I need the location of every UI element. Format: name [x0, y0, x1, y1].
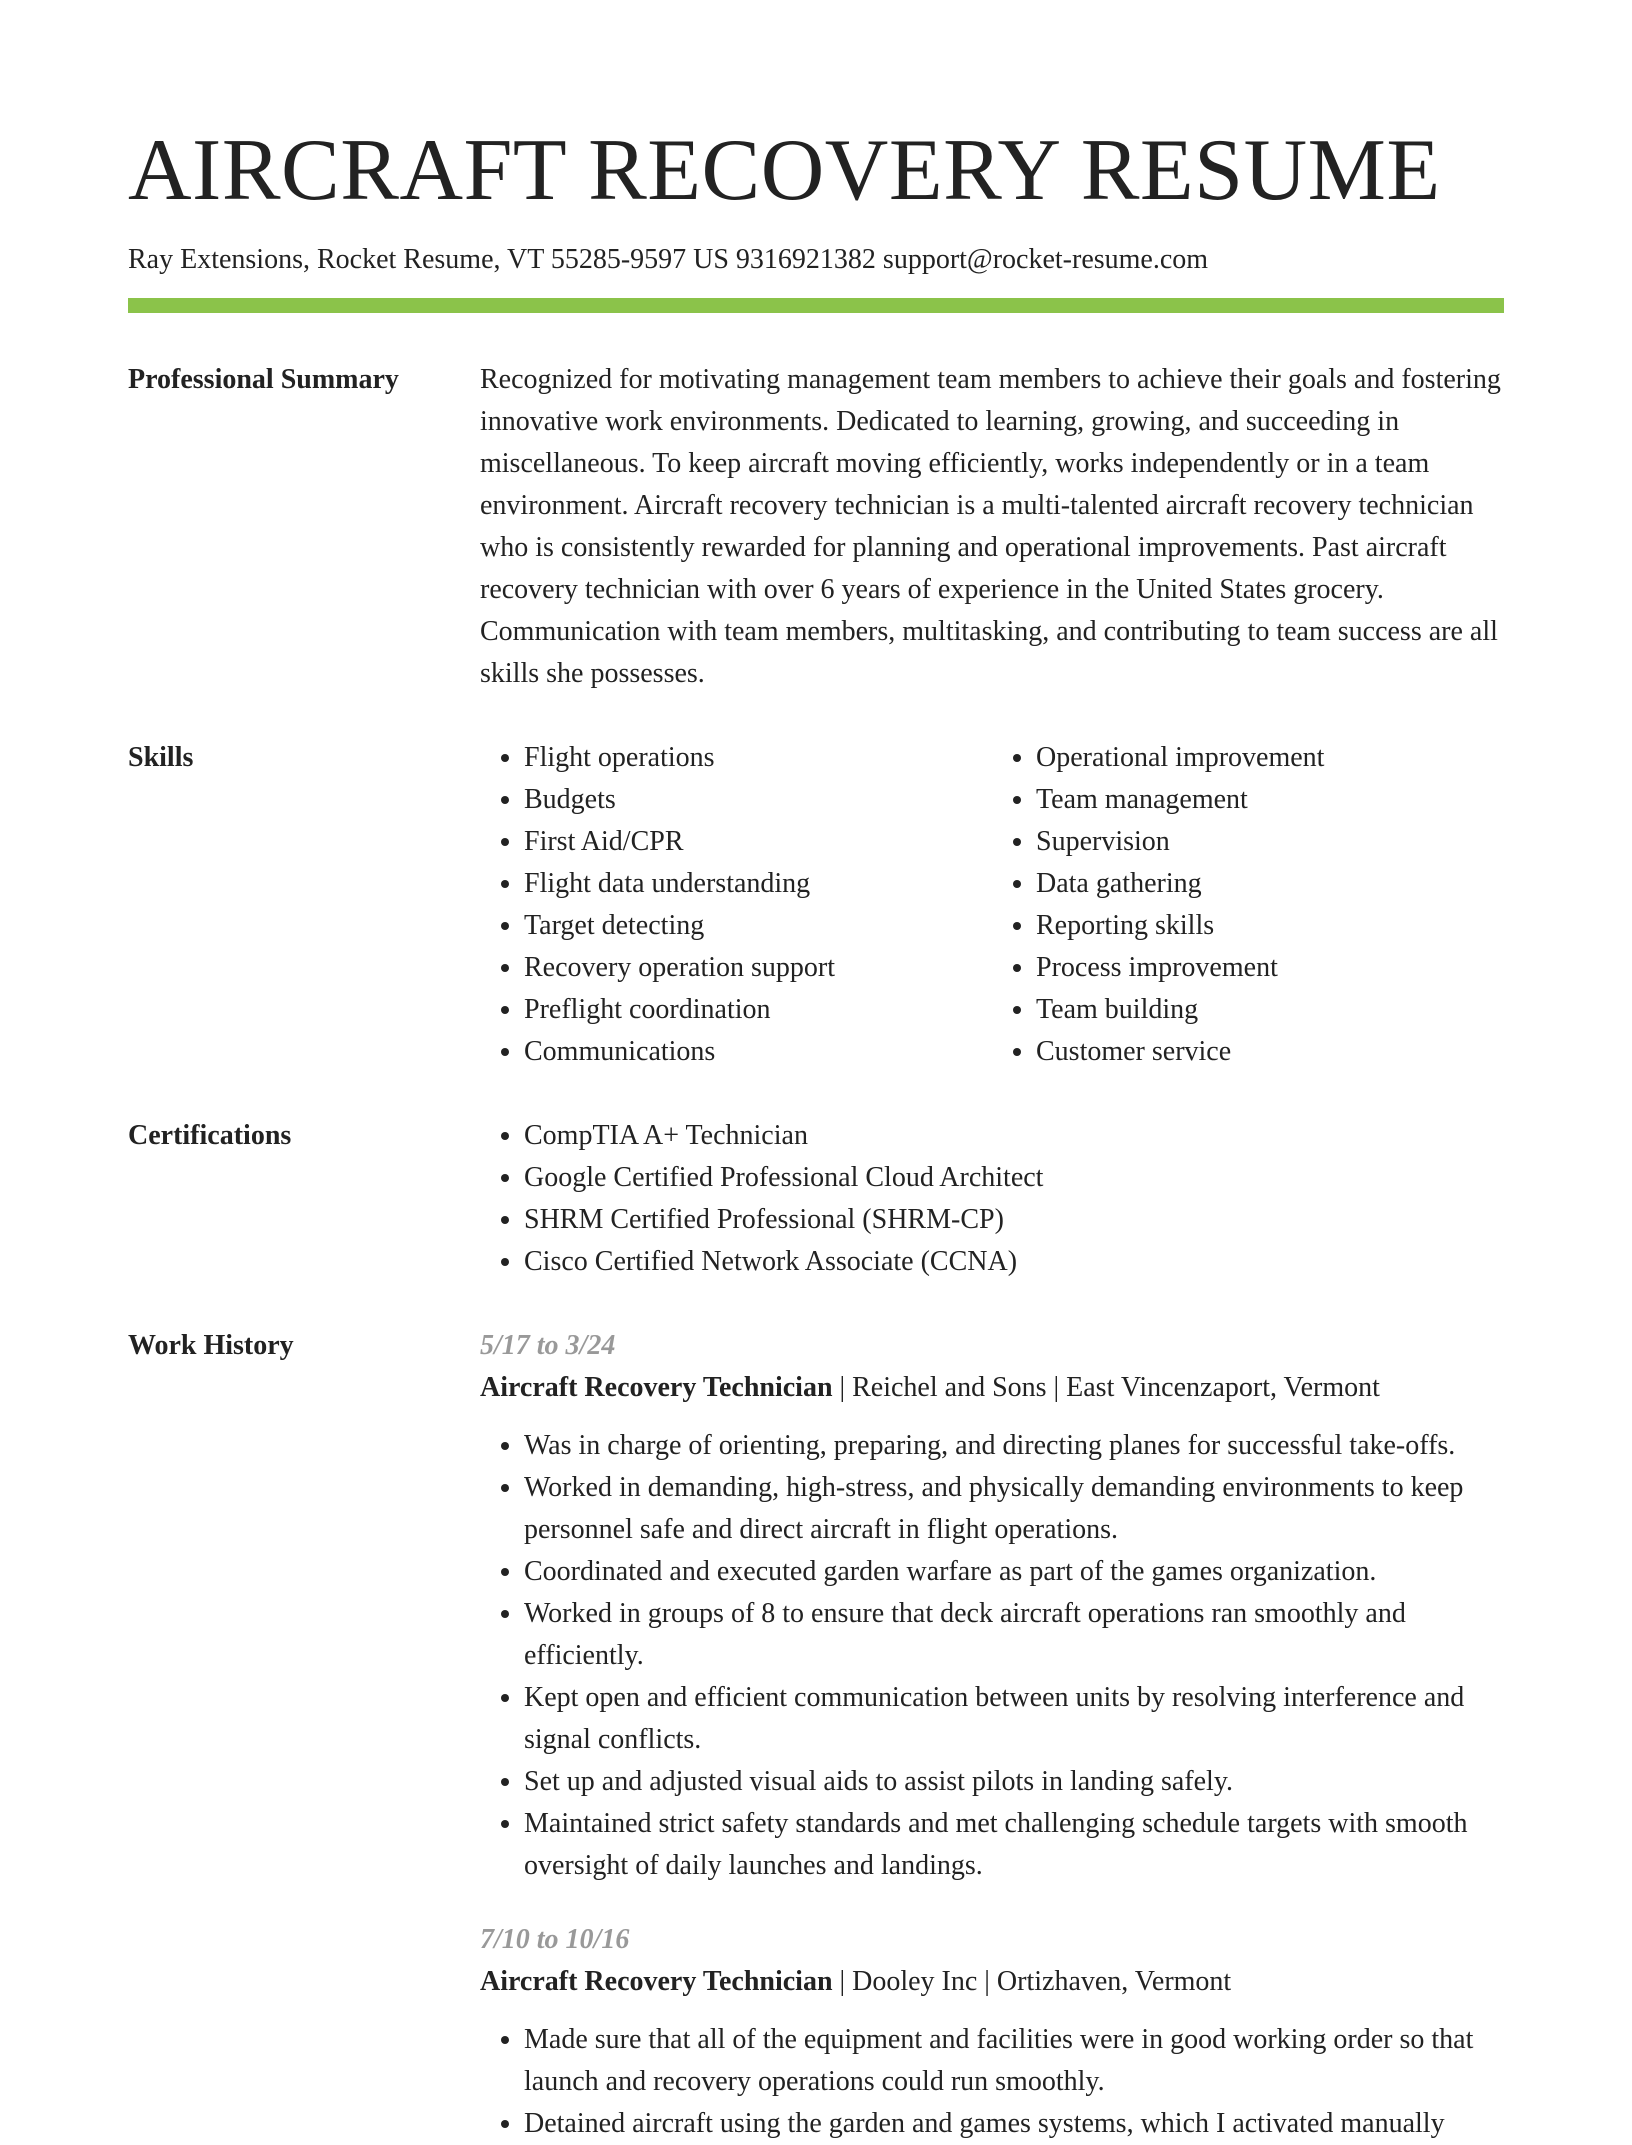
job-details: | Reichel and Sons | East Vincenzaport, Vermont: [832, 1372, 1380, 1403]
summary-text: Recognized for motivating management team members to achieve their goals and fostering innovative work environments. Dedicated to learning, growing, and succeeding in miscellaneous. To keep aircraft moving efficiently, works independently or in a team environment. Aircraft recovery technician is a multi-talented aircraft recovery technician who is consistently rewarded for planning and operational improvements. Past aircraft recovery technician with over 6 years of experience in the United States grocery. Communication with team members, multitasking, and contributing to team success are all skills she possesses.: [480, 364, 1501, 689]
summary-section: [128, 359, 1504, 695]
job-bullets: [480, 1425, 1504, 1887]
skill-item: • Customer service: [1036, 1031, 1504, 1073]
work-history-section: [128, 1325, 1504, 2145]
job-entry: [480, 1919, 1504, 2145]
accent-divider: [128, 298, 1504, 313]
job-bullet: • Made sure that all of the equipment and facilities were in good working order so that launch and recovery operations could run smoothly.: [524, 2019, 1504, 2103]
skill-item: • Preflight coordination: [524, 989, 992, 1031]
skill-item: • Flight data understanding: [524, 863, 992, 905]
skill-item: • Team management: [1036, 779, 1504, 821]
job-bullet: • Was in charge of orienting, preparing, and directing planes for successful take-offs.: [524, 1425, 1504, 1467]
skill-item: • Recovery operation support: [524, 947, 992, 989]
job-bullet: • Worked in demanding, high-stress, and physically demanding environments to keep personnel safe and direct aircraft in flight operations.: [524, 1467, 1504, 1551]
certification-item: • Cisco Certified Network Associate (CCNA): [524, 1241, 1504, 1283]
skills-grid: [480, 737, 1504, 1073]
skill-item: • Team building: [1036, 989, 1504, 1031]
certification-item: • SHRM Certified Professional (SHRM-CP): [524, 1199, 1504, 1241]
job-heading: [480, 1367, 1504, 1409]
skill-item: • Flight operations: [524, 737, 992, 779]
skills-section: [128, 737, 1504, 1073]
job-title: Aircraft Recovery Technician: [480, 1966, 833, 1997]
job-dates: 7/10 to 10/16: [480, 1924, 630, 1955]
job-dates: 5/17 to 3/24: [480, 1330, 616, 1361]
skill-item: • Operational improvement: [1036, 737, 1504, 779]
skill-item: • Reporting skills: [1036, 905, 1504, 947]
job-bullet: • Set up and adjusted visual aids to assist pilots in landing safely.: [524, 1761, 1504, 1803]
section-label-certifications: Certifications: [128, 1120, 292, 1151]
job-bullet: • Worked in groups of 8 to ensure that deck aircraft operations ran smoothly and efficiently.: [524, 1593, 1504, 1677]
job-bullet: • Maintained strict safety standards and met challenging schedule targets with smooth oversight of daily launches and landings.: [524, 1803, 1504, 1887]
skill-item: • Communications: [524, 1031, 992, 1073]
skill-item: • Supervision: [1036, 821, 1504, 863]
job-entry: [480, 1325, 1504, 1887]
certifications-section: [128, 1115, 1504, 1283]
job-bullet: • Coordinated and executed garden warfare as part of the games organization.: [524, 1551, 1504, 1593]
summary-content: [480, 359, 1504, 695]
section-label-skills: Skills: [128, 742, 194, 773]
contact-line: Ray Extensions, Rocket Resume, VT 55285-9597 US 9316921382 support@rocket-resume.com: [128, 244, 1209, 275]
certification-item: • Google Certified Professional Cloud Architect: [524, 1157, 1504, 1199]
skill-item: • Data gathering: [1036, 863, 1504, 905]
skills-list-right: [992, 737, 1504, 1073]
certifications-content: [480, 1115, 1504, 1283]
resume-title: AIRCRAFT RECOVERY RESUME: [128, 122, 1441, 219]
job-bullet: • Kept open and efficient communication between units by resolving interference and signal conflicts.: [524, 1677, 1504, 1761]
skill-item: • Process improvement: [1036, 947, 1504, 989]
skill-item: • Target detecting: [524, 905, 992, 947]
job-heading: [480, 1961, 1504, 2003]
certification-item: • CompTIA A+ Technician: [524, 1115, 1504, 1157]
skills-list-left: [480, 737, 992, 1073]
job-details: | Dooley Inc | Ortizhaven, Vermont: [832, 1966, 1232, 1997]
skill-item: • Budgets: [524, 779, 992, 821]
skill-item: • First Aid/CPR: [524, 821, 992, 863]
job-title: Aircraft Recovery Technician: [480, 1372, 833, 1403]
job-bullets: [480, 2019, 1504, 2145]
job-bullet: • Detained aircraft using the garden and games systems, which I activated manually: [524, 2103, 1504, 2145]
section-label-work-history: Work History: [128, 1330, 294, 1361]
certifications-list: [480, 1115, 1504, 1283]
work-history-content: [480, 1325, 1504, 2145]
section-label-summary: Professional Summary: [128, 364, 399, 395]
